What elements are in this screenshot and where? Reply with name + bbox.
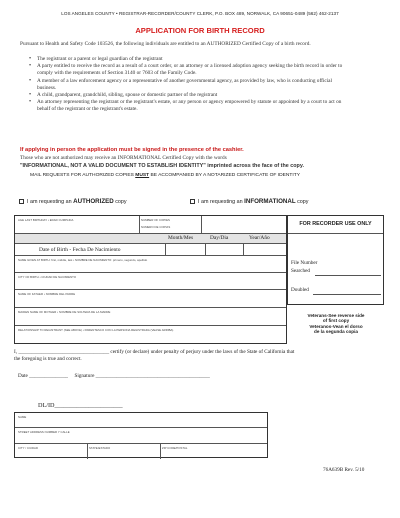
address-city-label: CITY / CIUDAD xyxy=(18,446,39,450)
certify-name-blank[interactable]: ___________________________________ xyxy=(18,349,110,355)
dl-id-label: DL/ID xyxy=(38,402,55,409)
name-label: NAME GIVEN AT BIRTH: first, middle, last • NOMBRE DE NACIMIENTO: primero, segundo, apellido xyxy=(18,258,148,262)
copies-label: NUMBER OF COPIES xyxy=(141,218,170,222)
doubled-label: Doubled xyxy=(291,287,309,293)
copies-input[interactable] xyxy=(203,219,285,232)
mail-must: MUST xyxy=(135,173,150,178)
relationship-label: RELATIONSHIP TO REGISTRANT (SEE ABOVE) • PARENTESCO CON LA PERSONA REGISTRADA (VEASE ARRIBA) xyxy=(18,328,174,332)
veterans-en-2: of first copy xyxy=(322,318,350,324)
recorder-use-box xyxy=(287,215,384,305)
address-name-label: NAME xyxy=(18,415,27,419)
recorder-title-cell xyxy=(288,216,383,234)
recorder-title: FOR RECORDER USE ONLY xyxy=(299,221,372,227)
certify-pre: I, xyxy=(14,349,18,355)
age-input[interactable] xyxy=(18,222,136,232)
dob-label: Date of Birth - Fecha De Nacimiento xyxy=(39,247,121,253)
searched-line xyxy=(315,275,381,276)
mail-post: BE ACCOMPANIED BY A NOTARIZED CERTIFICATE OF IDENTITY xyxy=(149,173,301,178)
informational-post: copy xyxy=(295,199,309,205)
signature-label: Signature xyxy=(74,373,95,379)
informational-rest: imprinted across the face of the copy. xyxy=(205,163,304,169)
address-street-row[interactable] xyxy=(15,428,267,444)
city-row[interactable] xyxy=(15,273,286,290)
mail-pre: MAIL REQUESTS FOR AUTHORIZED COPIES xyxy=(30,173,136,178)
in-person-notice: If applying in person the application must be signed in the presence of the cashier. xyxy=(20,147,244,153)
father-row[interactable] xyxy=(15,290,286,308)
informational-bold: "INFORMATIONAL, NOT A VALID DOCUMENT TO ESTABLISH IDENTITY" xyxy=(20,163,206,169)
dl-id-blank[interactable]: ______________________ xyxy=(54,402,123,409)
birth-year-input[interactable] xyxy=(245,245,285,255)
dl-id-line xyxy=(38,402,123,409)
entitled-list xyxy=(28,56,348,114)
age-copies-row xyxy=(15,216,286,234)
date-label: Date xyxy=(18,373,28,379)
mail-requests-notice xyxy=(30,173,380,178)
agency-header: LOS ANGELES COUNTY • REGISTRAR-RECORDER/COUNTY CLERK, P.O. BOX 489, NORWALK, CA 90651-0489 (562) 462-2137 xyxy=(61,11,339,16)
veterans-note xyxy=(291,313,381,335)
informational-request[interactable] xyxy=(190,198,309,205)
month-label: Month/Mes xyxy=(168,235,194,241)
year-label: Year/Año xyxy=(249,235,270,241)
file-number-label: File Number xyxy=(291,260,318,266)
city-label: CITY OF BIRTH • CIUDAD DE NACIMIENTO xyxy=(18,275,77,279)
list-item: • A party entitled to receive the record as a result of a court order, or an attorney or a licensed adoption agency seeking the birth record in order to comply with the requirements of Section 3140 or 7603 of the Family Code. xyxy=(28,63,348,77)
list-item: • A child, grandparent, grandchild, sibling, spouse or domestic partner of the registrant xyxy=(28,92,348,99)
birth-month-input[interactable] xyxy=(167,245,203,255)
veterans-es-2: de la segunda copia xyxy=(314,329,358,335)
date-signature-line xyxy=(18,373,308,380)
address-street-label: STREET ADDRESS NUMBER Y CALLE xyxy=(18,430,70,434)
form-number: 76A639B Rev. 5/10 xyxy=(323,467,365,473)
certification-statement xyxy=(14,349,296,363)
address-zip-label: ZIP CODE/POSTAL xyxy=(162,446,188,450)
list-item: • An attorney representing the registrant or the registrant's estate, or any person or agency empowered by statute or appointed by a court to act on behalf of the registrant or the registrant's estate. xyxy=(28,99,348,113)
page-title: APPLICATION FOR BIRTH RECORD xyxy=(135,26,265,35)
father-label: NAME OF FATHER • NOMBRE DEL PADRE xyxy=(18,292,76,296)
authorized-word: AUTHORIZED xyxy=(73,198,114,205)
mother-row[interactable] xyxy=(15,308,286,326)
address-name-row[interactable] xyxy=(15,413,267,428)
informational-text xyxy=(20,163,380,170)
list-item: • A member of a law enforcement agency or a representative of another governmental agency, as provided by law, who is conducting official business. xyxy=(28,78,348,92)
mother-label: MAIDEN NAME OF MOTHER • NOMBRE DE SOLTERA DE LA MADRE xyxy=(18,310,111,314)
age-label: AGE LAST BIRTHDAY • EDAD CUMPLIDA xyxy=(18,218,74,222)
authorized-pre: I am requesting an xyxy=(27,199,74,205)
date-blank[interactable]: _______________ xyxy=(29,373,68,379)
informational-checkbox[interactable] xyxy=(190,199,195,204)
authorized-post: copy xyxy=(113,199,127,205)
birth-record-form xyxy=(14,215,287,344)
day-label: Day/Dia xyxy=(210,235,229,241)
authorized-request[interactable] xyxy=(19,198,127,205)
name-row[interactable] xyxy=(15,256,286,273)
certify-text: certify (or declare) under penalty of perjury under the laws of the State of California that the foregoing is true and correct. xyxy=(14,349,295,362)
date-header-row xyxy=(15,234,286,244)
dob-row xyxy=(15,244,286,256)
signature-blank[interactable]: ____________________________________________ xyxy=(95,373,210,379)
not-authorized-text: Those who are not authorized may receive an INFORMATIONAL Certified Copy with the words xyxy=(20,155,227,161)
address-city-row[interactable] xyxy=(15,444,267,459)
address-state-label: STATE/ESTADO xyxy=(89,446,111,450)
informational-word: INFORMATIONAL xyxy=(244,198,296,205)
informational-pre: I am requesting an xyxy=(198,199,245,205)
veterans-es-1: Veteranos-Vean el dorso xyxy=(309,323,363,329)
searched-label: Searched xyxy=(291,268,311,274)
veterans-en-1: Veterans-See reverse side xyxy=(307,313,365,318)
birth-day-input[interactable] xyxy=(207,245,241,255)
intro-paragraph: Pursuant to Health and Safety Code 103526, the following individuals are entitled to an AUTHORIZED Certified Copy of a birth record. xyxy=(20,41,311,47)
mailing-address-box xyxy=(14,412,268,458)
relationship-row[interactable] xyxy=(15,326,286,345)
doubled-line xyxy=(313,294,381,295)
authorized-checkbox[interactable] xyxy=(19,199,24,204)
list-item: • The registrant or a parent or legal guardian of the registrant xyxy=(28,56,348,63)
copies-label-es: NUMERO DE COPIAS xyxy=(141,225,171,229)
